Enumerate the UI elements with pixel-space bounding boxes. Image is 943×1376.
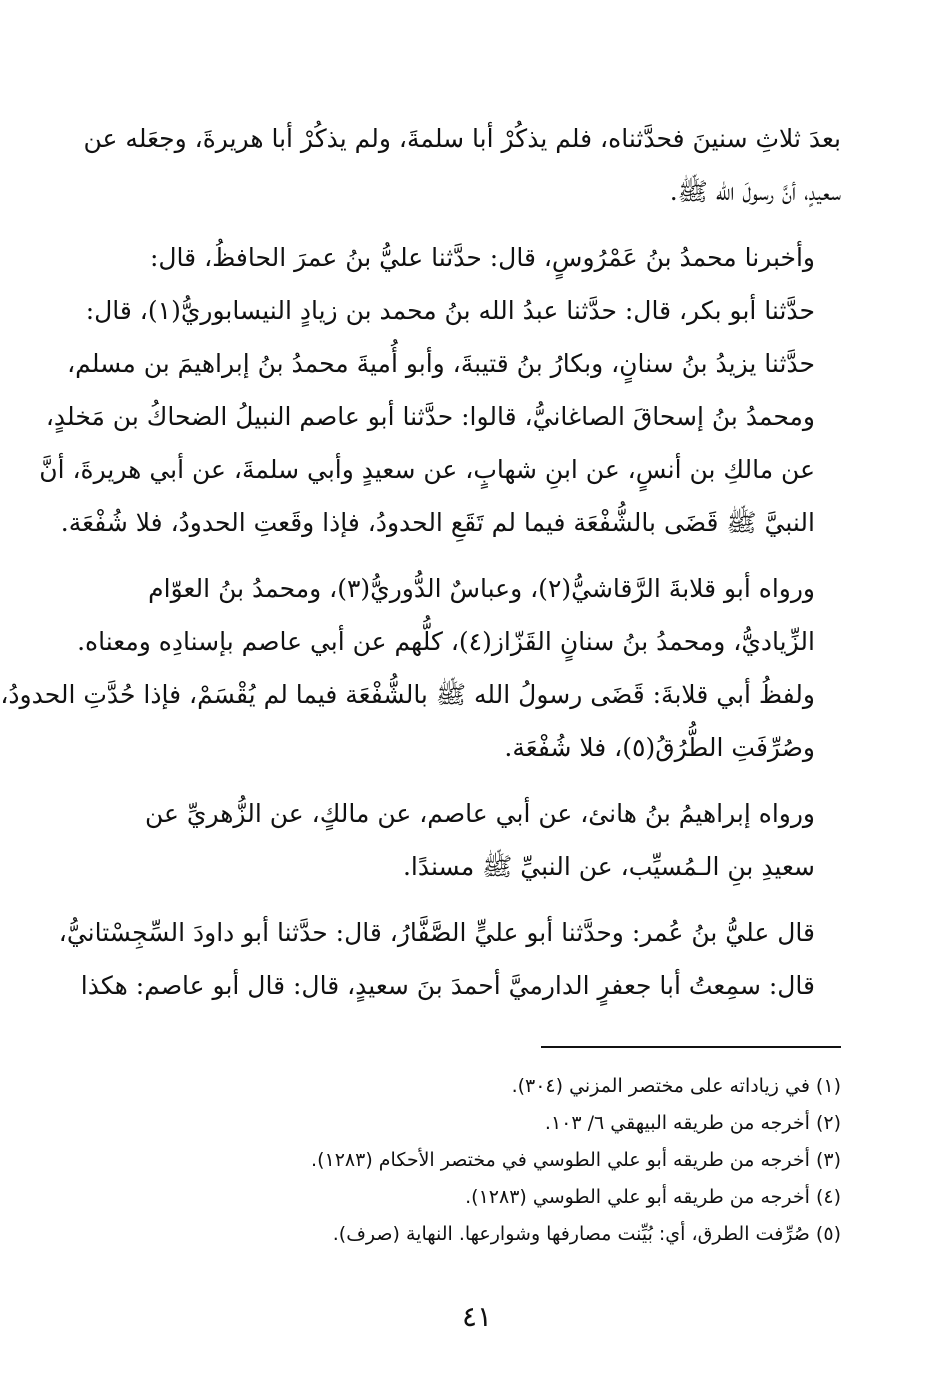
- text-line: الزِّياديُّ، ومحمدُ بنُ سنانٍ القَزّاز(٤)، كلُّهم عن أبي عاصم بإسنادِه ومعناه.: [77, 627, 815, 656]
- text-line: ورواه أبو قلابةَ الرَّقاشيُّ(٢)، وعباسٌ الدُّوريُّ(٣)، ومحمدُ بنُ العوّام: [148, 574, 815, 603]
- footnote-3: (٣) أخرجه من طريقه أبو علي الطوسي في مختصر الأحكام (١٢٨٣).: [311, 1149, 841, 1171]
- page-number: ٤١: [461, 1300, 493, 1333]
- text-line: ورواه إبراهيمُ بنُ هانئ، عن أبي عاصم، عن مالكٍ، عن الزُّهريِّ عن: [144, 799, 815, 828]
- text-line: سعيدٍ، أنَّ رسولَ الله ﷺ.: [669, 177, 841, 206]
- footnote-1: (١) في زياداته على مختصر المزني (٣٠٤).: [511, 1075, 841, 1097]
- text-line: عن مالكِ بن أنسٍ، عن ابنِ شهابٍ، عن سعيدٍ وأبي سلمةَ، عن أبي هريرةَ، أنَّ: [39, 455, 815, 484]
- paragraph-3: [0, 562, 841, 774]
- text-line: النبيَّ ﷺ قَضَى بالشُّفْعَة فيما لم تَقَعِ الحدودُ، فإذا وقَعتِ الحدودُ، فلا شُفْعَة.: [60, 508, 815, 537]
- footnote-5: (٥) صُرِّفت الطرق، أي: بُيِّنت مصارفها وشوارعها. النهاية (صرف).: [332, 1223, 841, 1245]
- text-line: حدَّثنا يزيدُ بنُ سنانٍ، وبكارُ بنُ قتيبةَ، وأبو أُميةَ محمدُ بنُ إبراهيمَ بن مسلم،: [67, 349, 815, 378]
- footnote-4: (٤) أخرجه من طريقه أبو علي الطوسي (١٢٨٣).: [465, 1186, 841, 1208]
- text-line: قال عليُّ بنُ عُمر: وحدَّثنا أبو عليٍّ الصَّفَّارُ، قال: حدَّثنا أبو داودَ السِّجِسْتانيُّ،: [58, 918, 815, 947]
- text-line: سعيدِ بنِ الـمُسيِّب، عن النبيِّ ﷺ مسندًا.: [402, 852, 815, 881]
- footnote-2: (٢) أخرجه من طريقه البيهقي ٦/ ١٠٣.: [544, 1112, 841, 1134]
- footnotes: [119, 1068, 841, 1253]
- paragraph-5: [58, 906, 841, 1012]
- text-line: ولفظُ أبي قلابةَ: قَضَى رسولُ الله ﷺ بالشُّفْعَة فيما لم يُقْسَمْ، فإذا حُدَّتِ الحدودُ،: [0, 680, 815, 709]
- text-line: وأخبرنا محمدُ بنُ عَمْرُوسٍ، قال: حدَّثنا عليُّ بنُ عمرَ الحافظُ، قال:: [149, 243, 815, 272]
- text-line: وصُرِّفَتِ الطُّرُقُ(٥)، فلا شُفْعَة.: [504, 733, 815, 762]
- text-line: بعدَ ثلاثِ سنينَ فحدَّثناه، فلم يذكُرْ أبا سلمةَ، ولم يذكُرْ أبا هريرةَ، وجعَله عن: [83, 124, 841, 153]
- main-text: [0, 112, 841, 1025]
- text-line: قال: سمِعتُ أبا جعفرٍ الدارميَّ أحمدَ بنَ سعيدٍ، قال: قال أبو عاصم: هكذا: [80, 971, 815, 1000]
- paragraph-1: [83, 112, 841, 218]
- text-line: ومحمدُ بنُ إسحاقَ الصاغانيُّ، قالوا: حدَّثنا أبو عاصم النبيلُ الضحاكُ بن مَخلدٍ،: [45, 402, 815, 431]
- paragraph-2: [39, 231, 841, 549]
- paragraph-4: [119, 787, 841, 893]
- text-line: حدَّثنا أبو بكر، قال: حدَّثنا عبدُ الله بنُ محمد بن زيادٍ النيسابوريُّ(١)، قال:: [85, 296, 815, 325]
- footnote-divider: [541, 1046, 841, 1048]
